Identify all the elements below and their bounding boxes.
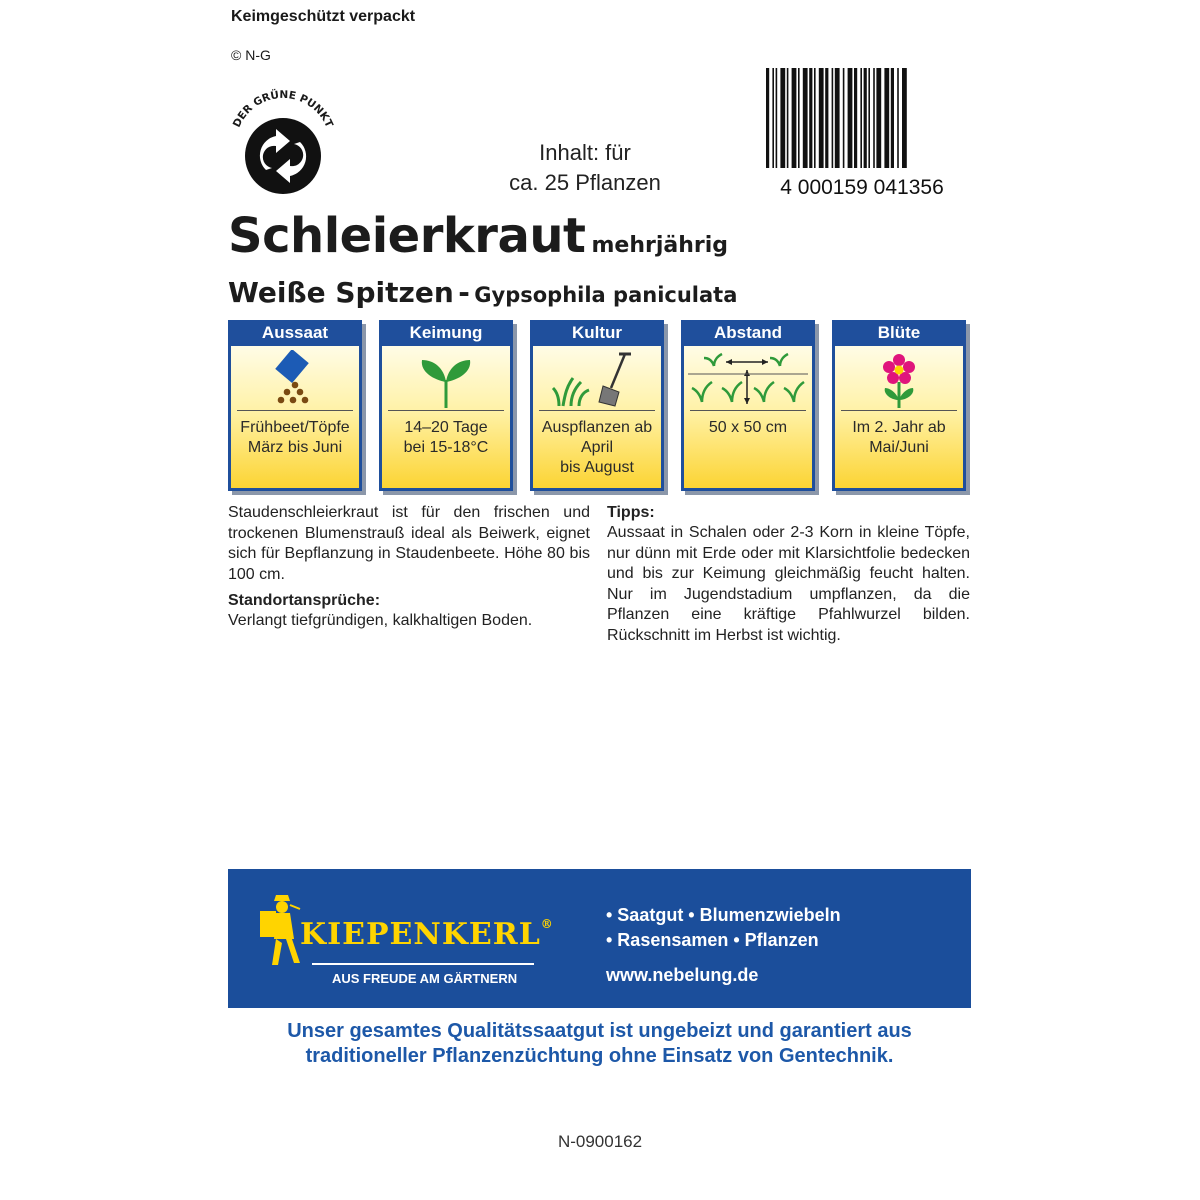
product-type: mehrjährig [591,233,729,258]
barcode-bar [854,68,857,168]
contents-info [470,138,700,198]
brand-divider [312,963,534,965]
description-column [228,503,590,632]
barcode [760,66,964,198]
barcode-bar [897,68,899,168]
tips-text: Aussaat in Schalen oder 2-3 Korn in kleine Töpfe, nur dünn mit Erde oder mit Klarsichtfolie bedecken und bis zur Keimung gleichmäßig feucht halten. Nur im Jugendstadium umpflanzen, da die Pflanzen eine kräftige Pfahlwurzel bilden. Rückschnitt im Herbst ist wichtig. [607,524,970,644]
tile-text-line: Auspflanzen ab [541,419,653,436]
tile-text-line: Im 2. Jahr ab [852,419,946,436]
recycling-logo-icon [226,88,340,202]
title-separator: - [458,276,470,309]
barcode-bar [766,68,769,168]
barcode-bar [860,68,862,168]
description-text: Staudenschleierkraut ist für den frischen und trockenen Blumenstrauß ideal als Beiwerk, eignet sich für Bepflanzung in Staudenbeete. Höhe 80 bis 100 cm. [228,504,590,583]
barcode-bar [772,68,774,168]
barcode-bar [798,68,800,168]
barcode-bar [780,68,785,168]
tips-column [607,503,970,646]
flower-icon [835,350,963,408]
tile-aussaat [228,320,362,491]
tile-text-line: bei 15-18°C [403,439,489,456]
tile-text-line: 50 x 50 cm [708,419,788,436]
variety-name: Weiße Spitzen [228,276,454,309]
tile-bluete [832,320,966,491]
category-line: • Saatgut • Blumenzwiebeln [606,905,841,925]
spade-icon [533,350,661,408]
tile-keimung [379,320,513,491]
barcode-bar [902,68,907,168]
barcode-bar [787,68,789,168]
brand-banner [228,869,971,1008]
copyright: © N-G [231,47,271,63]
barcode-bar [868,68,870,168]
cultivation-tiles [228,320,970,495]
category-line: • Rasensamen • Pflanzen [606,930,819,950]
tile-title: Keimung [409,323,483,342]
packaging-note: Keimgeschützt verpackt [231,8,416,25]
quality-line: traditioneller Pflanzenzüchtung ohne Einsatz von Gentechnik. [305,1045,894,1067]
brand-name [300,917,554,952]
product-name: Schleierkraut [228,208,586,264]
contents-line-1: Inhalt: für [539,140,631,165]
product-categories [606,903,841,953]
barcode-bar [792,68,797,168]
barcode-bar [848,68,853,168]
barcode-bar [809,68,812,168]
tile-title: Aussaat [261,323,329,342]
brand-tagline: AUS FREUDE AM GÄRTNERN [332,971,518,986]
tile-text-line: Mai/Juni [869,439,929,456]
tile-abstand [681,320,815,491]
article-code: N-0900162 [557,1132,643,1151]
contents-line-2: ca. 25 Pflanzen [509,170,661,195]
recycling-logo-text: DER GRÜNE PUNKT [230,88,336,130]
barcode-bar [843,68,845,168]
barcode-bar [891,68,894,168]
tile-title: Kultur [571,323,623,342]
barcode-bar [835,68,840,168]
tile-text-line: bis August [560,459,634,476]
location-text: Verlangt tiefgründigen, kalkhaltigen Boden. [228,612,533,629]
quality-line: Unser gesamtes Qualitätssaatgut ist ungebeizt und garantiert aus [287,1020,912,1042]
barcode-bar [864,68,867,168]
tile-kultur [530,320,664,491]
barcode-bar [825,68,828,168]
tile-text-line: März bis Juni [247,439,343,456]
barcode-bar [873,68,875,168]
kiepenkerl-figure-icon [254,891,304,969]
registered-mark: ® [540,917,554,931]
tile-text-line: Frühbeet/Töpfe [240,419,350,436]
product-title [228,208,728,264]
seed-packet-icon [231,350,359,408]
barcode-bar [819,68,824,168]
tips-heading: Tipps: [607,504,655,521]
barcode-number: 4 000159 041356 [780,176,944,198]
website-link[interactable]: www.nebelung.de [606,965,759,985]
spacing-icon [684,350,812,408]
seedling-icon [382,350,510,408]
product-subtitle [228,276,737,309]
barcode-bar [803,68,808,168]
tile-title: Abstand [714,323,782,342]
barcode-bar [876,68,881,168]
barcode-bar [832,68,834,168]
barcode-bar [884,68,889,168]
quality-statement [228,1019,971,1069]
brand-name-text: KIEPENKERL [300,917,541,952]
tile-text-line: 14–20 Tage [404,419,488,436]
location-heading: Standortansprüche: [228,592,381,609]
tile-text-line: April [580,439,613,456]
barcode-bar [814,68,816,168]
barcode-bar [776,68,778,168]
tile-title: Blüte [877,323,921,342]
latin-name: Gypsophila paniculata [474,283,738,307]
